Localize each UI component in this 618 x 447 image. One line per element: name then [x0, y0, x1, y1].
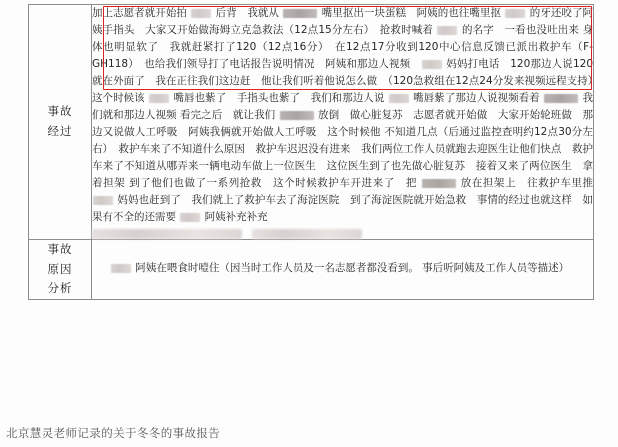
label-line: 事故 [47, 242, 73, 256]
redaction-block [280, 111, 314, 120]
label-line: 经过 [47, 124, 73, 138]
redaction-block [544, 94, 578, 103]
label-line: 事故 [47, 104, 73, 119]
redaction-block [422, 60, 442, 69]
redaction-block [93, 196, 113, 205]
redaction-block [149, 94, 169, 103]
redaction-block [252, 229, 362, 239]
row-label-cause-analysis [29, 240, 92, 300]
image-caption: 北京慧灵老师记录的关于冬冬的事故报告 [6, 426, 221, 440]
cause-analysis-text [92, 240, 594, 300]
redaction-block [422, 179, 456, 188]
row-label-incident-process [29, 5, 92, 240]
redaction-block [111, 264, 131, 273]
redaction-block [92, 229, 242, 239]
redaction-block [191, 9, 211, 18]
table-row [29, 5, 594, 240]
redaction-block [180, 213, 200, 222]
redaction-block [389, 94, 409, 103]
incident-process-text [92, 5, 604, 240]
paragraph: 阿姨在喂食时噎住（因当时工作人员及一名志愿者都没看到。 事后听阿姨及工作人员等描述） [92, 260, 593, 278]
redaction-block [505, 9, 525, 18]
table-row [29, 240, 594, 300]
label-line: 分析 [47, 281, 73, 296]
paragraph: 加上志愿者就开始拍 后背 我就从 嘴里抠出一块蛋糕 阿姨的也往嘴里抠 的牙还咬了阿姨手指头 大家又开始做海姆立克急救法（12点15分左右） 抢救时喊着 的名字 一看也没吐出来 身体也明显软了 我就赶紧打了120（12点16分） 在12点17分收到120中心信息反馈已派出救护车（F-GH118） 也给我们领导打了电话报告说明情况 阿姨和那边人视频 妈妈打电话 120那边人说120就在外面了 我在正往我们这边赶 他让我们听着他说怎么做 （120急救组在12点24分发来视频远程支持） 这个时候该 嘴唇也紫了 手指头也紫了 我们和那边人说 嘴唇紫了那边人说视频看着 我们就和那边人视频 看完之后 就让我们 放倒 做心脏复苏 志愿者就开始做 大家开始轮班做 那边又说做人工呼吸 阿姨我俩就开始做人工呼吸 这个时候他 不知道几点（后通过监控查明约12点30分左右） 救护车来了不知道什么原因 救护车迟迟没有进来 我们两位工作人员就跑去迎医生让他们快点 救护车来了不知道从哪弄来一辆电动车做上一位医生 这位医生到了也先做心脏复苏 接着又来了两位医生 拿着担架 到了他们也做了一系列抢救 这个时候救护车开进来了 把 放在担架上 往救护车里推 妈妈也赶到了 我们就上了救护车去了海淀医院 到了海淀医院就开始急救 事情的经过也就这样 如果有不全的还需要 阿姨补充补充 [92, 7, 604, 223]
incident-report-table [28, 4, 604, 300]
redacted-signature-row [92, 229, 593, 239]
label-line: 原因 [47, 261, 73, 276]
redaction-block [283, 9, 317, 18]
redaction-block [437, 26, 457, 35]
